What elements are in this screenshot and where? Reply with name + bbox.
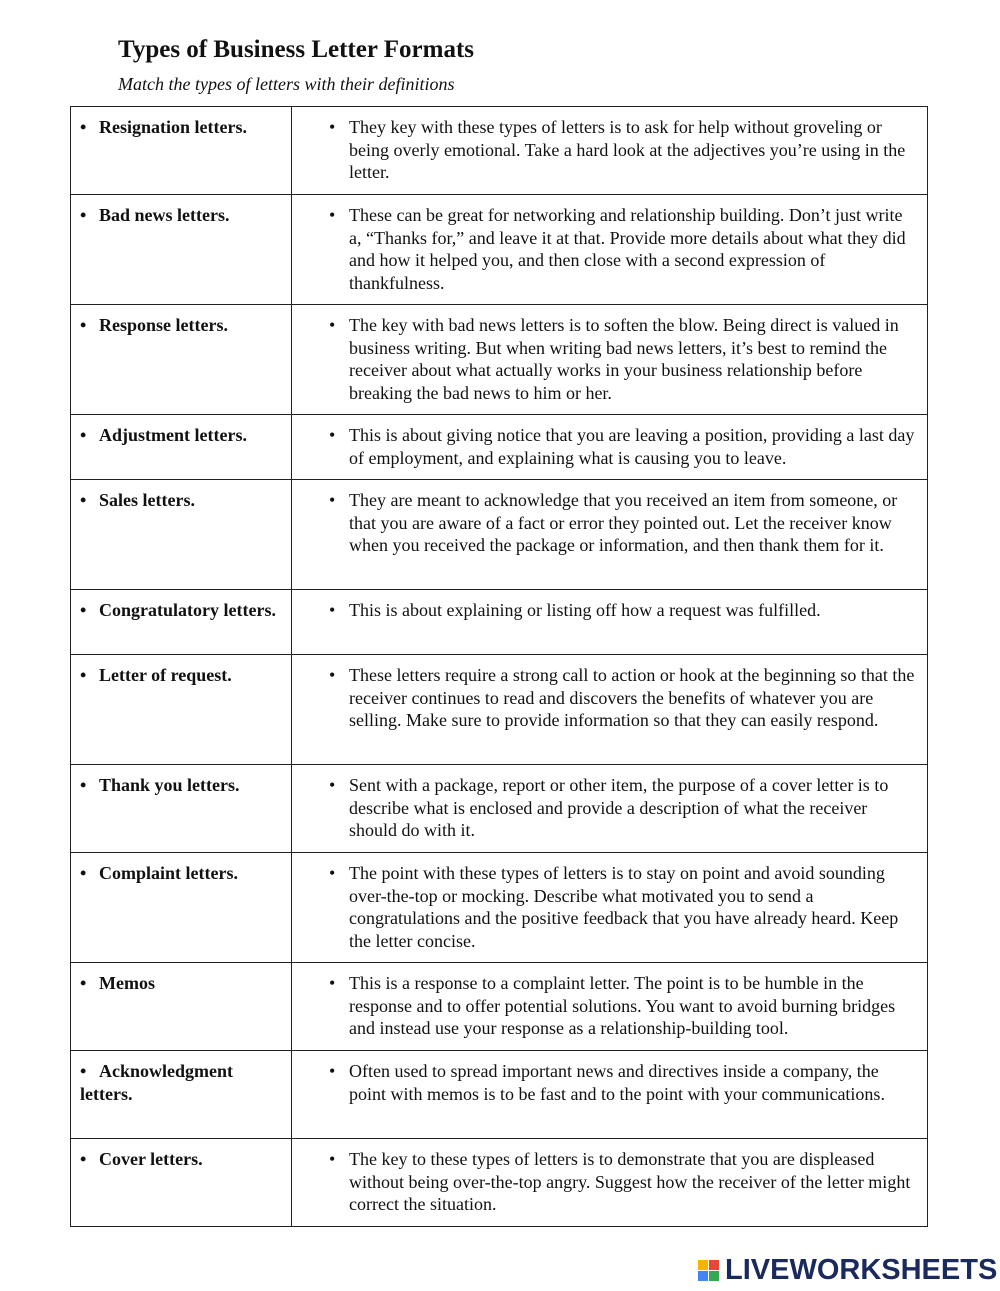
definition-content xyxy=(292,1139,927,1216)
bullet-icon: • xyxy=(80,600,87,620)
term-content xyxy=(71,480,291,512)
bullet-icon: • xyxy=(329,117,336,137)
definition-text: This is a response to a complaint letter. The point is to be humble in the response and to offer potential solutions. You want to avoid burning bridges and instead use your response as a relationship-building tool. xyxy=(349,973,896,1038)
table-row xyxy=(71,590,928,655)
definition-content xyxy=(292,963,927,1040)
bullet-icon: • xyxy=(329,775,336,795)
definition-text: They key with these types of letters is to ask for help without groveling or being overly emotional. Take a hard look at the adjectives you’re using in the letter. xyxy=(349,117,906,182)
term-label: Cover letters. xyxy=(99,1149,203,1169)
term-content xyxy=(71,107,291,139)
definition-text: These can be great for networking and relationship building. Don’t just write a, “Thanks for,” and leave it at that. Provide more details about what they did and how it helped you, and then close with a second expression of thankfulness. xyxy=(349,205,906,293)
term-cell[interactable] xyxy=(71,963,292,1051)
term-cell[interactable] xyxy=(71,107,292,195)
bullet-icon: • xyxy=(80,1061,87,1081)
definition-content xyxy=(292,107,927,184)
bullet-icon: • xyxy=(329,315,336,335)
bullet-icon: • xyxy=(80,205,87,225)
definition-content xyxy=(292,195,927,294)
bullet-icon: • xyxy=(329,973,336,993)
term-cell[interactable] xyxy=(71,1139,292,1227)
term-label: Acknowledgment letters. xyxy=(80,1061,233,1104)
definition-cell[interactable] xyxy=(292,853,928,963)
term-cell[interactable] xyxy=(71,655,292,765)
table-row xyxy=(71,1051,928,1139)
term-label: Letter of request. xyxy=(99,665,232,685)
term-cell[interactable] xyxy=(71,480,292,590)
logo-block xyxy=(709,1260,719,1270)
term-label: Resignation letters. xyxy=(99,117,247,137)
bullet-icon: • xyxy=(329,863,336,883)
term-cell[interactable] xyxy=(71,765,292,853)
definition-content xyxy=(292,1051,927,1105)
term-cell[interactable] xyxy=(71,1051,292,1139)
bullet-icon: • xyxy=(80,117,87,137)
definition-cell[interactable] xyxy=(292,107,928,195)
bullet-icon: • xyxy=(329,205,336,225)
matching-table xyxy=(70,106,928,1227)
table-row xyxy=(71,480,928,590)
term-content xyxy=(71,1139,291,1171)
table-row xyxy=(71,765,928,853)
liveworksheets-logo xyxy=(698,1255,997,1285)
term-cell[interactable] xyxy=(71,590,292,655)
term-content xyxy=(71,853,291,885)
matching-table-body xyxy=(71,107,928,1227)
definition-text: The point with these types of letters is to stay on point and avoid sounding over-the-top or mocking. Describe what motivated you to send a congratulations and the positive feedback that you have already heard. Keep the letter concise. xyxy=(349,863,899,951)
bullet-icon: • xyxy=(329,1149,336,1169)
definition-text: Sent with a package, report or other item, the purpose of a cover letter is to describe what is enclosed and provide a description of what the receiver should do with it. xyxy=(349,775,889,840)
term-cell[interactable] xyxy=(71,195,292,305)
term-content xyxy=(71,963,291,995)
definition-cell[interactable] xyxy=(292,195,928,305)
definition-cell[interactable] xyxy=(292,480,928,590)
term-content xyxy=(71,1051,291,1105)
definition-cell[interactable] xyxy=(292,1139,928,1227)
definition-cell[interactable] xyxy=(292,590,928,655)
definition-text: Often used to spread important news and directives inside a company, the point with memos is to be fast and to the point with your communications. xyxy=(349,1061,885,1104)
term-content xyxy=(71,415,291,447)
term-label: Congratulatory letters. xyxy=(99,600,276,620)
definition-text: They are meant to acknowledge that you received an item from someone, or that you are aware of a fact or error they pointed out. Let the receiver know when you received the package or information, and then thank them for it. xyxy=(349,490,898,555)
definition-cell[interactable] xyxy=(292,1051,928,1139)
logo-block xyxy=(709,1271,719,1281)
definition-text: The key with bad news letters is to soften the blow. Being direct is valued in business writing. But when writing bad news letters, it’s best to remind the receiver about what actually works in your business relationship before breaking the bad news to him or her. xyxy=(349,315,899,403)
definition-content xyxy=(292,853,927,952)
bullet-icon: • xyxy=(80,490,87,510)
term-label: Memos xyxy=(99,973,155,993)
page-subtitle: Match the types of letters with their definitions xyxy=(118,74,455,94)
bullet-icon: • xyxy=(80,665,87,685)
definition-cell[interactable] xyxy=(292,963,928,1051)
bullet-icon: • xyxy=(329,665,336,685)
term-label: Bad news letters. xyxy=(99,205,230,225)
term-cell[interactable] xyxy=(71,415,292,480)
table-row xyxy=(71,853,928,963)
definition-cell[interactable] xyxy=(292,765,928,853)
definition-cell[interactable] xyxy=(292,655,928,765)
bullet-icon: • xyxy=(329,1061,336,1081)
definition-content xyxy=(292,415,927,469)
bullet-icon: • xyxy=(80,1149,87,1169)
table-row xyxy=(71,195,928,305)
term-content xyxy=(71,195,291,227)
definition-content xyxy=(292,655,927,732)
bullet-icon: • xyxy=(80,425,87,445)
table-row xyxy=(71,1139,928,1227)
table-row xyxy=(71,655,928,765)
definition-content xyxy=(292,590,927,622)
table-row xyxy=(71,963,928,1051)
definition-text: The key to these types of letters is to demonstrate that you are displeased without being over-the-top angry. Suggest how the receiver of the letter might correct the situation. xyxy=(349,1149,911,1214)
bullet-icon: • xyxy=(80,973,87,993)
term-label: Response letters. xyxy=(99,315,228,335)
term-label: Complaint letters. xyxy=(99,863,238,883)
bullet-icon: • xyxy=(80,863,87,883)
term-content xyxy=(71,305,291,337)
definition-content xyxy=(292,480,927,557)
bullet-icon: • xyxy=(329,600,336,620)
definition-text: These letters require a strong call to action or hook at the beginning so that the receiver continues to read and discovers the benefits of whatever you are selling. Make sure to provide information so that they can easily respond. xyxy=(349,665,915,730)
definition-cell[interactable] xyxy=(292,305,928,415)
term-content xyxy=(71,590,291,622)
table-row xyxy=(71,415,928,480)
term-label: Sales letters. xyxy=(99,490,195,510)
term-label: Thank you letters. xyxy=(99,775,240,795)
logo-block xyxy=(698,1260,708,1270)
definition-cell[interactable] xyxy=(292,415,928,480)
bullet-icon: • xyxy=(329,425,336,445)
term-cell[interactable] xyxy=(71,853,292,963)
definition-text: This is about giving notice that you are leaving a position, providing a last day of employment, and explaining what is causing you to leave. xyxy=(349,425,915,468)
definition-text: This is about explaining or listing off how a request was fulfilled. xyxy=(349,600,821,620)
definition-content xyxy=(292,305,927,404)
table-row xyxy=(71,107,928,195)
table-row xyxy=(71,305,928,415)
logo-text: LIVEWORKSHEETS xyxy=(725,1254,998,1286)
logo-block xyxy=(698,1271,708,1281)
term-content xyxy=(71,655,291,687)
term-cell[interactable] xyxy=(71,305,292,415)
definition-content xyxy=(292,765,927,842)
bullet-icon: • xyxy=(80,775,87,795)
bullet-icon: • xyxy=(329,490,336,510)
term-content xyxy=(71,765,291,797)
term-label: Adjustment letters. xyxy=(99,425,247,445)
logo-blocks-icon xyxy=(698,1260,719,1281)
bullet-icon: • xyxy=(80,315,87,335)
page-title: Types of Business Letter Formats xyxy=(118,36,474,63)
